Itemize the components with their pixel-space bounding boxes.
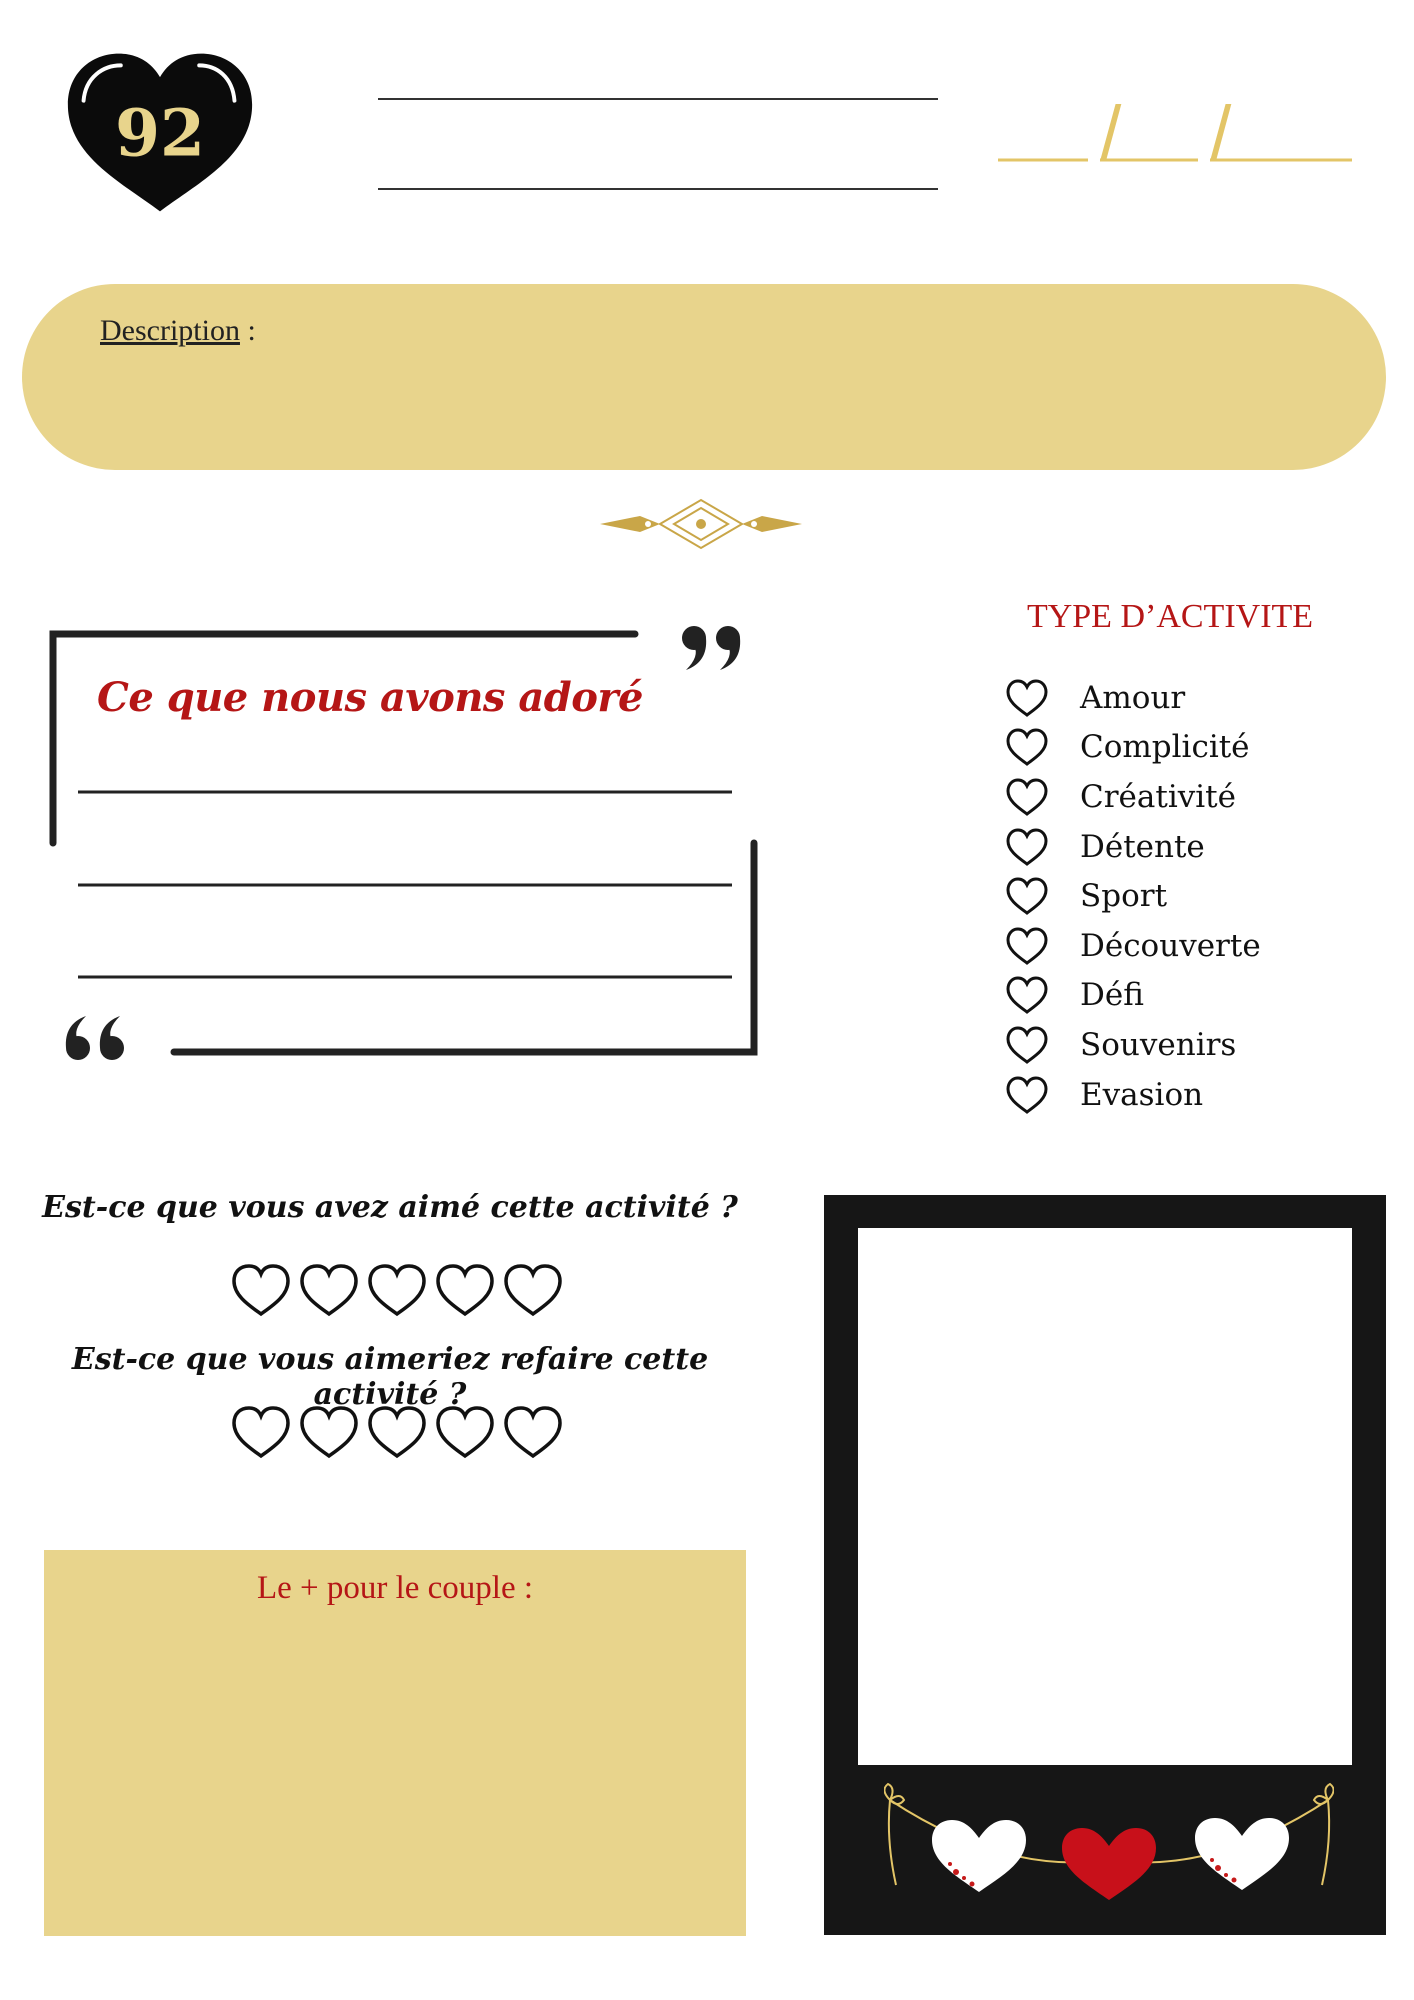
activity-label: Créativité bbox=[1080, 778, 1236, 815]
quote-box bbox=[40, 616, 770, 1066]
rating-question-liked: Est-ce que vous avez aimé cette activité ? bbox=[42, 1190, 738, 1225]
activity-type-list bbox=[1004, 673, 1384, 1119]
photo-frame bbox=[824, 1195, 1386, 1935]
rating-heart-icon[interactable] bbox=[298, 1262, 360, 1318]
rating-heart-icon[interactable] bbox=[502, 1262, 564, 1318]
heart-outline-icon[interactable] bbox=[1004, 974, 1050, 1016]
white-heart-icon bbox=[932, 1820, 1026, 1892]
activity-label: Souvenirs bbox=[1080, 1026, 1237, 1063]
couple-bonus-label: Le + pour le couple : bbox=[256, 1570, 534, 1606]
opening-quote-icon bbox=[66, 1016, 124, 1060]
black-heart-icon bbox=[62, 48, 258, 218]
rating-heart-icon[interactable] bbox=[434, 1262, 496, 1318]
heart-outline-icon[interactable] bbox=[1004, 726, 1050, 768]
day-number-badge bbox=[62, 48, 258, 218]
activity-label: Détente bbox=[1080, 828, 1205, 865]
rating-heart-icon[interactable] bbox=[502, 1404, 564, 1460]
activity-item-evasion[interactable] bbox=[1004, 1070, 1384, 1120]
description-label: Description : bbox=[100, 314, 256, 347]
day-number: 92 bbox=[115, 95, 205, 172]
rating-hearts-liked bbox=[230, 1262, 564, 1318]
activity-label: Evasion bbox=[1080, 1076, 1204, 1113]
heart-outline-icon[interactable] bbox=[1004, 875, 1050, 917]
rating-question-redo: Est-ce que vous aimeriez refaire cette activité ? bbox=[71, 1342, 709, 1412]
activity-item-defi[interactable] bbox=[1004, 971, 1384, 1021]
white-heart-icon bbox=[1195, 1818, 1289, 1890]
activity-label: Sport bbox=[1080, 878, 1168, 915]
title-line-2[interactable] bbox=[378, 188, 938, 190]
heart-garland-decoration bbox=[884, 1780, 1334, 1905]
date-separator-1: / bbox=[1100, 96, 1122, 166]
date-separator-2: / bbox=[1210, 96, 1232, 166]
couple-bonus-box[interactable] bbox=[44, 1550, 746, 1936]
heart-outline-icon[interactable] bbox=[1004, 677, 1050, 719]
activity-item-amour[interactable] bbox=[1004, 673, 1384, 723]
title-line-1[interactable] bbox=[378, 98, 938, 100]
rating-heart-icon[interactable] bbox=[434, 1404, 496, 1460]
heart-outline-icon[interactable] bbox=[1004, 1024, 1050, 1066]
gold-divider-ornament bbox=[140, 496, 1262, 552]
activity-label: Défi bbox=[1080, 977, 1144, 1014]
photo-placeholder[interactable] bbox=[858, 1228, 1352, 1765]
heart-outline-icon[interactable] bbox=[1004, 925, 1050, 967]
activity-item-sport[interactable] bbox=[1004, 871, 1384, 921]
rating-heart-icon[interactable] bbox=[230, 1262, 292, 1318]
rating-heart-icon[interactable] bbox=[366, 1404, 428, 1460]
closing-quote-icon bbox=[682, 626, 740, 670]
activity-type-title: TYPE D’ACTIVITE bbox=[1026, 598, 1314, 635]
activity-item-decouverte[interactable] bbox=[1004, 921, 1384, 971]
date-field[interactable] bbox=[996, 96, 1356, 166]
activity-item-detente[interactable] bbox=[1004, 822, 1384, 872]
rating-heart-icon[interactable] bbox=[298, 1404, 360, 1460]
quote-title: Ce que nous avons adoré bbox=[97, 674, 643, 721]
activity-item-souvenirs[interactable] bbox=[1004, 1020, 1384, 1070]
heart-outline-icon[interactable] bbox=[1004, 826, 1050, 868]
description-box[interactable] bbox=[22, 284, 1386, 470]
heart-outline-icon[interactable] bbox=[1004, 1074, 1050, 1116]
activity-label: Amour bbox=[1080, 679, 1186, 716]
rating-heart-icon[interactable] bbox=[230, 1404, 292, 1460]
activity-label: Complicité bbox=[1080, 729, 1250, 766]
activity-item-complicite[interactable] bbox=[1004, 723, 1384, 773]
red-heart-icon bbox=[1062, 1828, 1156, 1900]
activity-item-creativite[interactable] bbox=[1004, 772, 1384, 822]
activity-label: Découverte bbox=[1080, 927, 1261, 964]
heart-outline-icon[interactable] bbox=[1004, 776, 1050, 818]
rating-heart-icon[interactable] bbox=[366, 1262, 428, 1318]
rating-hearts-redo bbox=[230, 1404, 564, 1460]
